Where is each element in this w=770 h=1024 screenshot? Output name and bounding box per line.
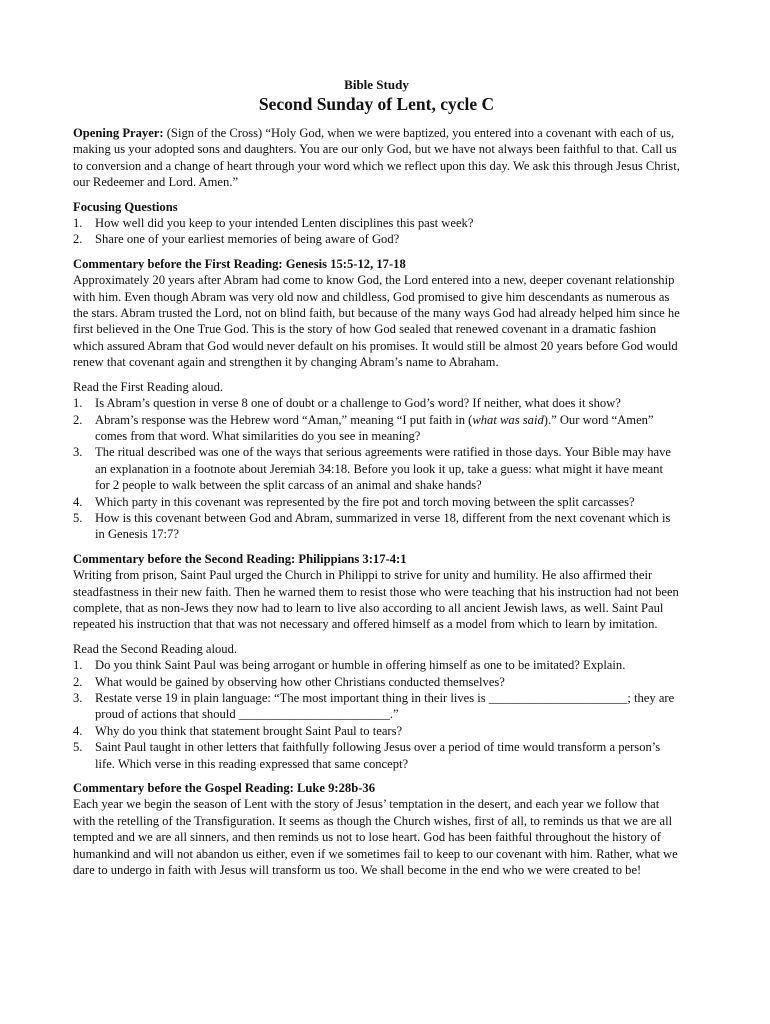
document-kicker: Bible Study bbox=[344, 77, 409, 92]
list-text: Which party in this covenant was represented by the fire pot and torch moving between the split carcasses? bbox=[95, 494, 635, 509]
second-reading-section bbox=[73, 551, 680, 772]
list-text-part: ).” Our word “Amen” comes from that word. What similarities do you see in meaning? bbox=[95, 412, 654, 443]
opening-prayer bbox=[73, 125, 680, 191]
list-number: 3. bbox=[73, 691, 83, 705]
list-item bbox=[73, 412, 680, 445]
first-reading-questions bbox=[73, 395, 680, 543]
opening-prayer-text: (Sign of the Cross) “Holy God, when we were baptized, you entered into a covenant with each of us, making us your adopted sons and daughters. You are our only God, but we have not always been faithful to that. Call us to conversion and a change of heart through your word which we reflect upon this day. We ask this through Jesus Christ, our Redeemer and Lord. Amen.” bbox=[73, 126, 680, 190]
gospel-reading-section bbox=[73, 780, 680, 878]
second-reading-commentary: Writing from prison, Saint Paul urged the Church in Philippi to strive for unity and humility. He also affirmed their steadfastness in their new faith. Then he warned them to resist those who were teaching that his instruction had not been complete, that as non-Jews they now had to learn to live also according to all ancient Jewish laws, as well. Saint Paul repeated his instruction that that was not necessary and offered himself as a model from which to learn by imitation. bbox=[73, 568, 679, 632]
focusing-questions-section bbox=[73, 199, 680, 248]
list-text: Share one of your earliest memories of being aware of God? bbox=[95, 232, 400, 247]
second-reading-heading: Commentary before the Second Reading: Philippians 3:17-4:1 bbox=[73, 551, 407, 566]
list-number: 4. bbox=[73, 494, 83, 509]
list-item bbox=[73, 690, 680, 723]
list-item bbox=[73, 444, 680, 493]
list-item bbox=[73, 231, 680, 247]
list-item bbox=[73, 494, 680, 510]
list-item bbox=[73, 395, 680, 411]
list-number: 1. bbox=[73, 216, 83, 231]
opening-prayer-label: Opening Prayer: bbox=[73, 126, 164, 140]
list-number: 1. bbox=[73, 658, 83, 673]
first-reading-commentary: Approximately 20 years after Abram had come to know God, the Lord entered into a new, deeper covenant relationship with him. Even though Abram was very old now and childless, God promised to give him descendants as numerous as the stars. Abram trusted the Lord, not on blind faith, but because of the many ways God had already helped him since he first believed in the One True God. This is the story of how God sealed that renewed covenant in a dramatic fashion which assured Abram that God would never default on his promises. It would still be almost 20 years before God would renew that covenant again and strengthen it by changing Abram’s name to Abraham. bbox=[73, 273, 680, 370]
first-reading-section bbox=[73, 256, 680, 543]
second-reading-questions bbox=[73, 657, 680, 772]
list-text-italic: what was said bbox=[472, 412, 544, 427]
list-item bbox=[73, 739, 680, 772]
list-item bbox=[73, 215, 680, 231]
first-reading-intro: Read the First Reading aloud. bbox=[73, 379, 224, 394]
list-text: How well did you keep to your intended Lenten disciplines this past week? bbox=[95, 216, 474, 231]
list-text: What would be gained by observing how other Christians conducted themselves? bbox=[95, 674, 505, 689]
list-number: 1. bbox=[73, 396, 83, 411]
list-number: 3. bbox=[73, 445, 83, 460]
list-text: Is Abram’s question in verse 8 one of doubt or a challenge to God’s word? If neither, what does it show? bbox=[95, 396, 621, 411]
list-number: 2. bbox=[73, 412, 83, 427]
list-item bbox=[73, 510, 680, 543]
list-text: The ritual described was one of the ways that serious agreements were ratified in those days. Your Bible may have an explanation in a footnote about Jeremiah 34:18. Before you look it up, take a guess: what might it have meant for 2 people to walk between the split carcass of an animal and shake hands? bbox=[95, 445, 671, 493]
list-item bbox=[73, 723, 680, 739]
list-item bbox=[73, 674, 680, 690]
list-text-part: Abram’s response was the Hebrew word “Aman,” meaning “I put faith in ( bbox=[95, 412, 473, 427]
list-number: 2. bbox=[73, 232, 83, 247]
first-reading-heading: Commentary before the First Reading: Genesis 15:5-12, 17-18 bbox=[73, 256, 406, 271]
focusing-questions-list bbox=[73, 215, 680, 248]
list-number: 4. bbox=[73, 723, 83, 738]
list-text: Do you think Saint Paul was being arrogant or humble in offering himself as one to be imitated? Explain. bbox=[95, 658, 626, 673]
second-reading-intro: Read the Second Reading aloud. bbox=[73, 641, 238, 656]
list-number: 5. bbox=[73, 740, 83, 755]
gospel-reading-heading: Commentary before the Gospel Reading: Luke 9:28b-36 bbox=[73, 781, 375, 796]
gospel-reading-commentary: Each year we begin the season of Lent with the story of Jesus’ temptation in the desert, and each year we follow that with the retelling of the Transfiguration. It seems as though the Church wishes, first of all, to reminds us that we are all tempted and we are all sinners, and then reminds us not to lose heart. God has been faithful throughout the history of humankind and will not abandon us either, even if we sometimes fail to keep to our covenant with him. Rather, what we dare to undergo in faith with Jesus will transform us too. We shall become in the end who we were created to be! bbox=[73, 797, 678, 878]
list-number: 5. bbox=[73, 510, 83, 525]
list-text: Restate verse 19 in plain language: “The most important thing in their lives is ______________________; they are proud of actions that should ________________________.” bbox=[95, 691, 675, 722]
list-text: Saint Paul taught in other letters that faithfully following Jesus over a period of time would transform a person’s life. Which verse in this reading expressed that same concept? bbox=[95, 740, 661, 771]
list-text: How is this covenant between God and Abram, summarized in verse 18, different from the next covenant which is in Genesis 17:7? bbox=[95, 510, 671, 542]
list-number: 2. bbox=[73, 674, 83, 689]
list-text: Why do you think that statement brought Saint Paul to tears? bbox=[95, 723, 403, 738]
document-title: Second Sunday of Lent, cycle C bbox=[258, 94, 495, 114]
list-item bbox=[73, 657, 680, 673]
focusing-questions-heading: Focusing Questions bbox=[73, 199, 178, 214]
